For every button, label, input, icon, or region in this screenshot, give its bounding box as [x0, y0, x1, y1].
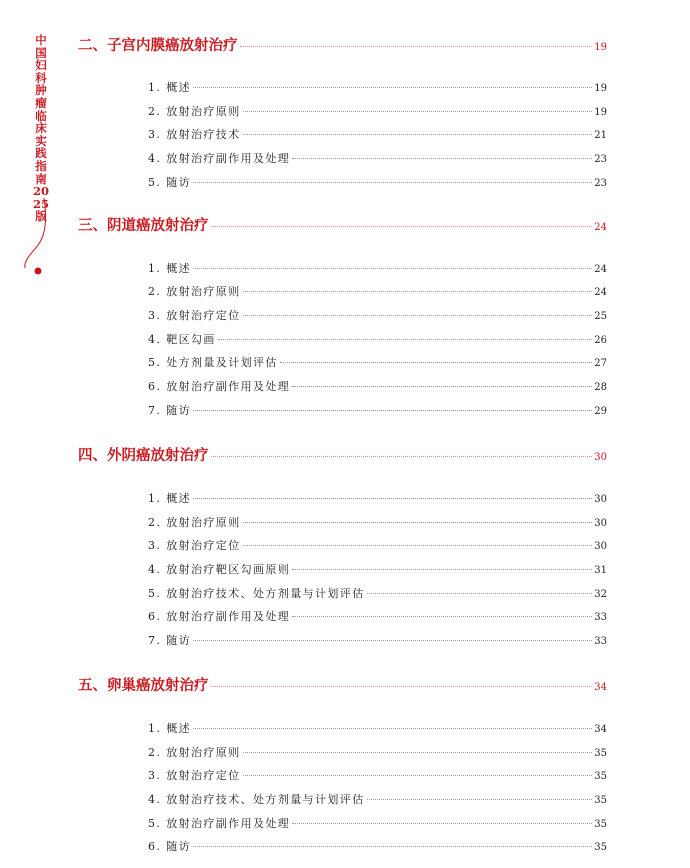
toc-leader-dots — [367, 799, 593, 800]
toc-item[interactable] — [148, 79, 607, 95]
toc-item[interactable] — [148, 744, 607, 760]
toc-leader-dots — [292, 616, 592, 617]
toc-page-number: 25 — [594, 311, 607, 322]
toc-page-number: 24 — [594, 287, 607, 298]
toc-page-number: 24 — [594, 222, 607, 233]
toc-page-number: 24 — [594, 264, 607, 275]
toc-item-label: 5. 随访 — [148, 176, 191, 189]
toc-leader-dots — [292, 386, 592, 387]
toc-section-title: 三、阴道癌放射治疗 — [78, 218, 209, 234]
toc-item-label: 2. 放射治疗原则 — [148, 746, 241, 759]
toc-page-number: 23 — [594, 178, 607, 189]
toc-section-5[interactable] — [78, 674, 607, 695]
toc-leader-dots — [193, 182, 592, 183]
toc-item[interactable] — [148, 402, 607, 418]
toc-leader-dots — [243, 291, 593, 292]
toc-item-label: 3. 放射治疗定位 — [148, 769, 241, 782]
toc-page-number: 35 — [594, 771, 607, 782]
toc-leader-dots — [211, 226, 593, 227]
toc-item[interactable] — [148, 838, 607, 854]
toc-leader-dots — [243, 315, 593, 316]
toc-item[interactable] — [148, 126, 607, 142]
toc-page-number: 30 — [594, 518, 607, 529]
toc-section-title: 二、子宫内膜癌放射治疗 — [78, 38, 238, 54]
toc-item-label: 5. 放射治疗技术、处方剂量与计划评估 — [148, 587, 365, 600]
toc-item[interactable] — [148, 307, 607, 323]
toc-item[interactable] — [148, 720, 607, 736]
toc-item-label: 4. 靶区勾画 — [148, 333, 216, 346]
toc-leader-dots — [280, 362, 592, 363]
toc-page-number: 34 — [594, 682, 607, 693]
toc-item[interactable] — [148, 331, 607, 347]
toc-leader-dots — [193, 268, 592, 269]
toc-leader-dots — [193, 498, 592, 499]
toc-leader-dots — [240, 46, 593, 47]
toc-item[interactable] — [148, 283, 607, 299]
toc-leader-dots — [211, 686, 593, 687]
toc-page-number: 35 — [594, 748, 607, 759]
toc-item[interactable] — [148, 174, 607, 190]
toc-page-number: 29 — [594, 406, 607, 417]
toc-leader-dots — [218, 339, 592, 340]
toc-section-title: 四、外阴癌放射治疗 — [78, 448, 209, 464]
toc-item-label: 5. 放射治疗副作用及处理 — [148, 817, 291, 830]
toc-leader-dots — [243, 522, 593, 523]
toc-item-label: 1. 概述 — [148, 722, 191, 735]
toc-item[interactable] — [148, 490, 607, 506]
toc-page-number: 35 — [594, 819, 607, 830]
toc-item[interactable] — [148, 260, 607, 276]
toc-leader-dots — [193, 728, 592, 729]
toc-item[interactable] — [148, 791, 607, 807]
toc-leader-dots — [292, 823, 592, 824]
toc-item-label: 3. 放射治疗定位 — [148, 539, 241, 552]
toc-item[interactable] — [148, 585, 607, 601]
toc-item[interactable] — [148, 815, 607, 831]
toc-item[interactable] — [148, 354, 607, 370]
toc-item-label: 3. 放射治疗定位 — [148, 309, 241, 322]
toc-page-number: 35 — [594, 842, 607, 853]
sidebar-book-title: 中国妇科肿瘤临床实践指南2025版 — [33, 33, 50, 224]
toc-item-label: 5. 处方剂量及计划评估 — [148, 356, 278, 369]
toc-item-label: 6. 随访 — [148, 840, 191, 853]
toc-page-number: 30 — [594, 494, 607, 505]
toc-page-number: 33 — [594, 612, 607, 623]
toc-item[interactable] — [148, 632, 607, 648]
toc-item-label: 1. 概述 — [148, 262, 191, 275]
toc-leader-dots — [243, 111, 593, 112]
toc-item-label: 7. 随访 — [148, 404, 191, 417]
toc-item[interactable] — [148, 561, 607, 577]
toc-page-number: 33 — [594, 636, 607, 647]
toc-page-number: 32 — [594, 589, 607, 600]
toc-item-label: 1. 概述 — [148, 81, 191, 94]
toc-page-number: 26 — [594, 335, 607, 346]
toc-item[interactable] — [148, 150, 607, 166]
toc-item[interactable] — [148, 767, 607, 783]
toc-item[interactable] — [148, 537, 607, 553]
toc-section-title: 五、卵巢癌放射治疗 — [78, 678, 209, 694]
toc-page-number: 19 — [594, 42, 607, 53]
toc-item-label: 4. 放射治疗技术、处方剂量与计划评估 — [148, 793, 365, 806]
toc-item-label: 2. 放射治疗原则 — [148, 285, 241, 298]
toc-page-number: 21 — [594, 130, 607, 141]
toc-leader-dots — [292, 569, 592, 570]
toc-item-label: 6. 放射治疗副作用及处理 — [148, 610, 291, 623]
toc-page-number: 27 — [594, 358, 607, 369]
toc-leader-dots — [243, 775, 593, 776]
toc-leader-dots — [193, 87, 592, 88]
toc-page-number: 34 — [594, 724, 607, 735]
toc-page-number: 30 — [594, 541, 607, 552]
toc-leader-dots — [193, 640, 592, 641]
toc-leader-dots — [243, 752, 593, 753]
toc-item-label: 7. 随访 — [148, 634, 191, 647]
toc-section-2[interactable] — [78, 34, 607, 55]
toc-leader-dots — [193, 846, 592, 847]
toc-page-number: 19 — [594, 107, 607, 118]
toc-leader-dots — [243, 545, 593, 546]
toc-item[interactable] — [148, 608, 607, 624]
toc-item-label: 3. 放射治疗技术 — [148, 128, 241, 141]
toc-section-4[interactable] — [78, 444, 607, 465]
toc-page-number: 35 — [594, 795, 607, 806]
toc-item-label: 2. 放射治疗原则 — [148, 516, 241, 529]
toc-leader-dots — [292, 158, 592, 159]
toc-page-number: 30 — [594, 452, 607, 463]
toc-leader-dots — [211, 456, 593, 457]
toc-item-label: 4. 放射治疗靶区勾画原则 — [148, 563, 291, 576]
toc-page-number: 23 — [594, 154, 607, 165]
toc-item[interactable] — [148, 103, 607, 119]
toc-page-number: 19 — [594, 83, 607, 94]
toc-item[interactable] — [148, 378, 607, 394]
toc-leader-dots — [367, 593, 593, 594]
toc-item-label: 2. 放射治疗原则 — [148, 105, 241, 118]
toc-page-number: 31 — [594, 565, 607, 576]
toc-item[interactable] — [148, 514, 607, 530]
toc-item-label: 1. 概述 — [148, 492, 191, 505]
toc-item-label: 4. 放射治疗副作用及处理 — [148, 152, 291, 165]
toc-page-number: 28 — [594, 382, 607, 393]
toc-section-3[interactable] — [78, 214, 607, 235]
toc-item-label: 6. 放射治疗副作用及处理 — [148, 380, 291, 393]
toc-leader-dots — [243, 134, 593, 135]
toc-leader-dots — [193, 410, 592, 411]
